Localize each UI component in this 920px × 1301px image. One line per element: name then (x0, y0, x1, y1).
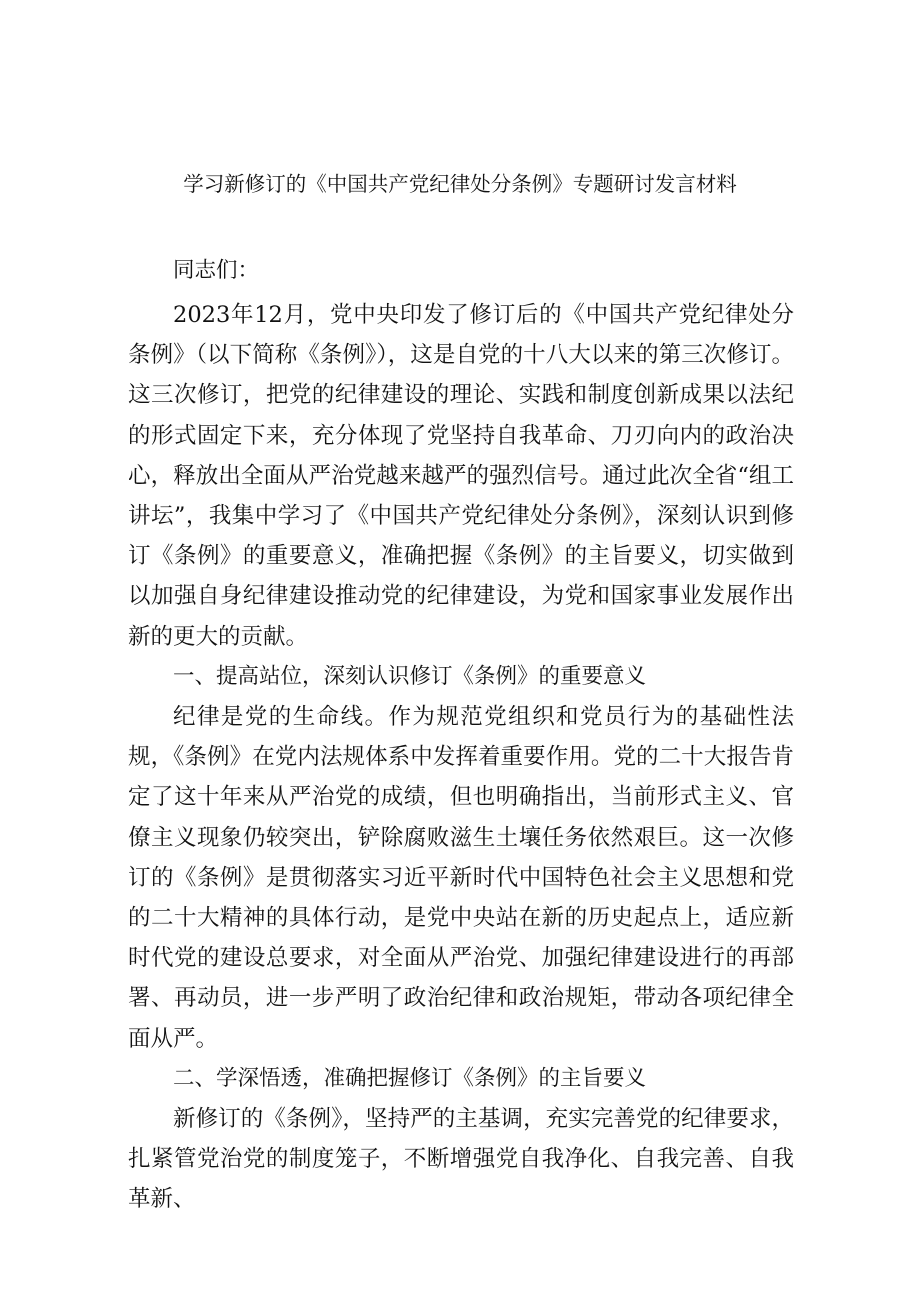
salutation: 同志们： (173, 258, 260, 283)
paragraph-section-2: 新修订的《条例》，坚持严的主基调，充实完善党的纪律要求，扎紧管党治党的制度笼子，不断增强党自我净化、自我完善、自我革新、 (128, 1106, 794, 1213)
section-heading-1: 一、提高站位，深刻认识修订《条例》的重要意义 (173, 663, 647, 689)
section-heading-2: 二、学深悟透，准确把握修订《条例》的主旨要义 (173, 1065, 647, 1091)
document-body (128, 253, 794, 1220)
paragraph-section-1: 纪律是党的生命线。作为规范党组织和党员行为的基础性法规，《条例》在党内法规体系中发挥着重要作用。党的二十大报告肯定了这十年来从严治党的成绩，但也明确指出，当前形式主义、官僚主义现象仍较突出，铲除腐败滋生土壤任务依然艰巨。这一次修订的《条例》是贯彻落实习近平新时代中国特色社会主义思想和党的二十大精神的具体行动，是党中央站在新的历史起点上，适应新时代党的建设总要求，对全面从严治党、加强纪律建设进行的再部署、再动员，进一步严明了政治纪律和政治规矩，带动各项纪律全面从严。 (128, 704, 794, 1052)
paragraph-intro: 2023年12月，党中央印发了修订后的《中国共产党纪律处分条例》（以下简称《条例》），这是自党的十八大以来的第三次修订。这三次修订，把党的纪律建设的理论、实践和制度创新成果以法纪的形式固定下来，充分体现了党坚持自我革命、刀刃向内的政治决心，释放出全面从严治党越来越严的强烈信号。通过此次全省“组工讲坛”，我集中学习了《中国共产党纪律处分条例》，深刻认识到修订《条例》的重要意义，准确把握《条例》的主旨要义，切实做到以加强自身纪律建设推动党的纪律建设，为党和国家事业发展作出新的更大的贡献。 (128, 302, 794, 650)
document-title: 学习新修订的《中国共产党纪律处分条例》专题研讨发言材料 (183, 172, 737, 196)
